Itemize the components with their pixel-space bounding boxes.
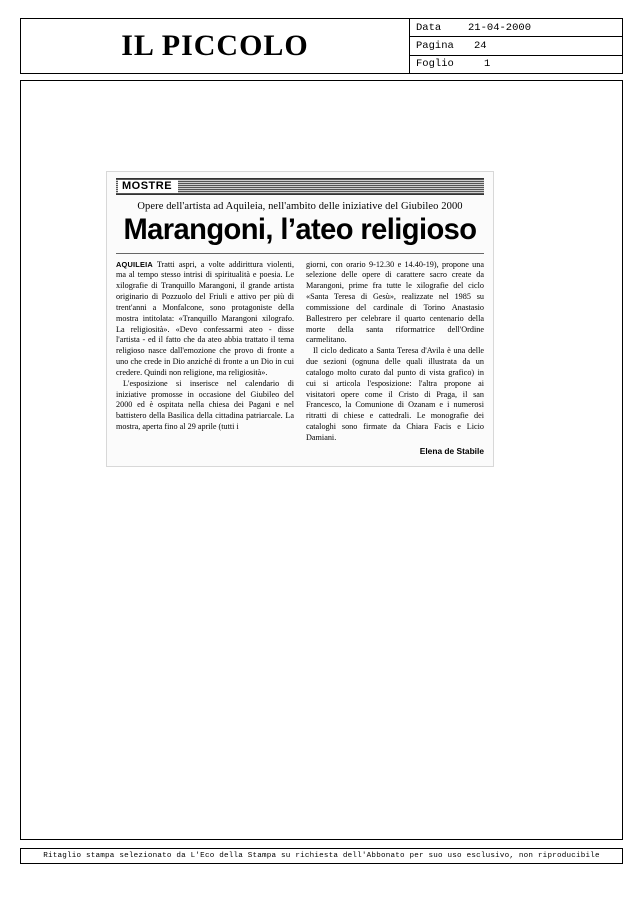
article-column-left — [116, 260, 294, 457]
article-clipping — [106, 171, 494, 467]
article-dateline: AQUILEIA — [116, 259, 153, 269]
meta-label-data: Data — [416, 21, 442, 34]
article-columns — [116, 260, 484, 457]
newspaper-title: IL PICCOLO — [121, 29, 309, 62]
meta-value-foglio: 1 — [484, 58, 491, 71]
section-kicker-label: MOSTRE — [118, 180, 178, 193]
article-paragraph-text: Tratti aspri, a volte addirittura violenti, ma al tempo stesso intrisi di spiritualità e poesia. Le xilografie di Tranquillo Marangoni, il grande artista originario di Pozzuolo del Friuli e attivo per più di trent'anni a Monfalcone, sono protagoniste della mostra intitolata: «Tranquillo Marangoni xilografo. La religiosità». «Devo confessarmi ateo - disse l'artista - ed il fatto che da ateo abbia trattato il tema religioso nasce dall'emozione che provo di fronte a uno che crede in Dio anziché di fronte a un Dio in cui credere. Quindi non religione, ma religiosità». — [116, 259, 294, 377]
meta-row-foglio — [410, 56, 622, 73]
publication-meta — [410, 19, 622, 73]
meta-row-data — [410, 19, 622, 37]
article-headline: Marangoni, l’ateo religioso — [123, 213, 477, 246]
meta-label-foglio: Foglio — [416, 58, 454, 71]
masthead — [21, 19, 410, 73]
article-byline: Elena de Stabile — [419, 445, 484, 456]
section-kicker-bar — [116, 178, 484, 195]
meta-value-data: 21-04-2000 — [468, 21, 532, 34]
page-header — [20, 18, 623, 74]
meta-label-pagina: Pagina — [416, 39, 454, 52]
article-paragraph: Il ciclo dedicato a Santa Teresa d'Avila è una delle due sezioni (ognuna delle quali illustrata da un catalogo molto curato dal punto di vista grafico) in cui si articola l'esposizione: l'altra propone ai visitatori opere come il Cristo di Praga, il san Francesco, la Comunione di Ozanam e i numerosi ritratti di chiese e cattedrali. Le monografie dei cataloghi sono firmate da Chiara Facis e Licio Damiani. — [306, 346, 484, 442]
article-paragraph — [116, 260, 294, 379]
clipping-frame — [20, 80, 623, 840]
article-paragraph: L'esposizione si inserisce nel calendario di iniziative promosse in occasione del Giubileo del 2000 ed è ospitata nella chiesa dei Pagani e nel battistero della Basilica della cittadina patriarcale. La mostra, aperta fino al 29 aprile (tutti i — [116, 378, 294, 432]
meta-value-pagina: 24 — [474, 39, 487, 52]
footer-notice — [20, 848, 623, 864]
headline-divider — [116, 253, 484, 254]
article-column-right — [306, 260, 484, 457]
meta-row-pagina — [410, 37, 622, 55]
article-subtitle: Opere dell'artista ad Aquileia, nell'ambito delle iniziative del Giubileo 2000 — [137, 201, 463, 212]
footer-notice-text: Ritaglio stampa selezionato da L'Eco della Stampa su richiesta dell'Abbonato per suo uso esclusivo, non riproducibile — [43, 852, 600, 860]
article-paragraph: giorni, con orario 9-12.30 e 14.40-19), propone una selezione delle opere di carattere sacro create da Marangoni, prime fra tutte le xilografie del ciclo «Santa Teresa di Gesù», realizzate nel 1985 su commissione del cardinale di Torino Anastasio Ballestrero per celebrare il quarto centenario della morte della santa riformatrice dell'Ordine carmelitano. — [306, 259, 484, 345]
